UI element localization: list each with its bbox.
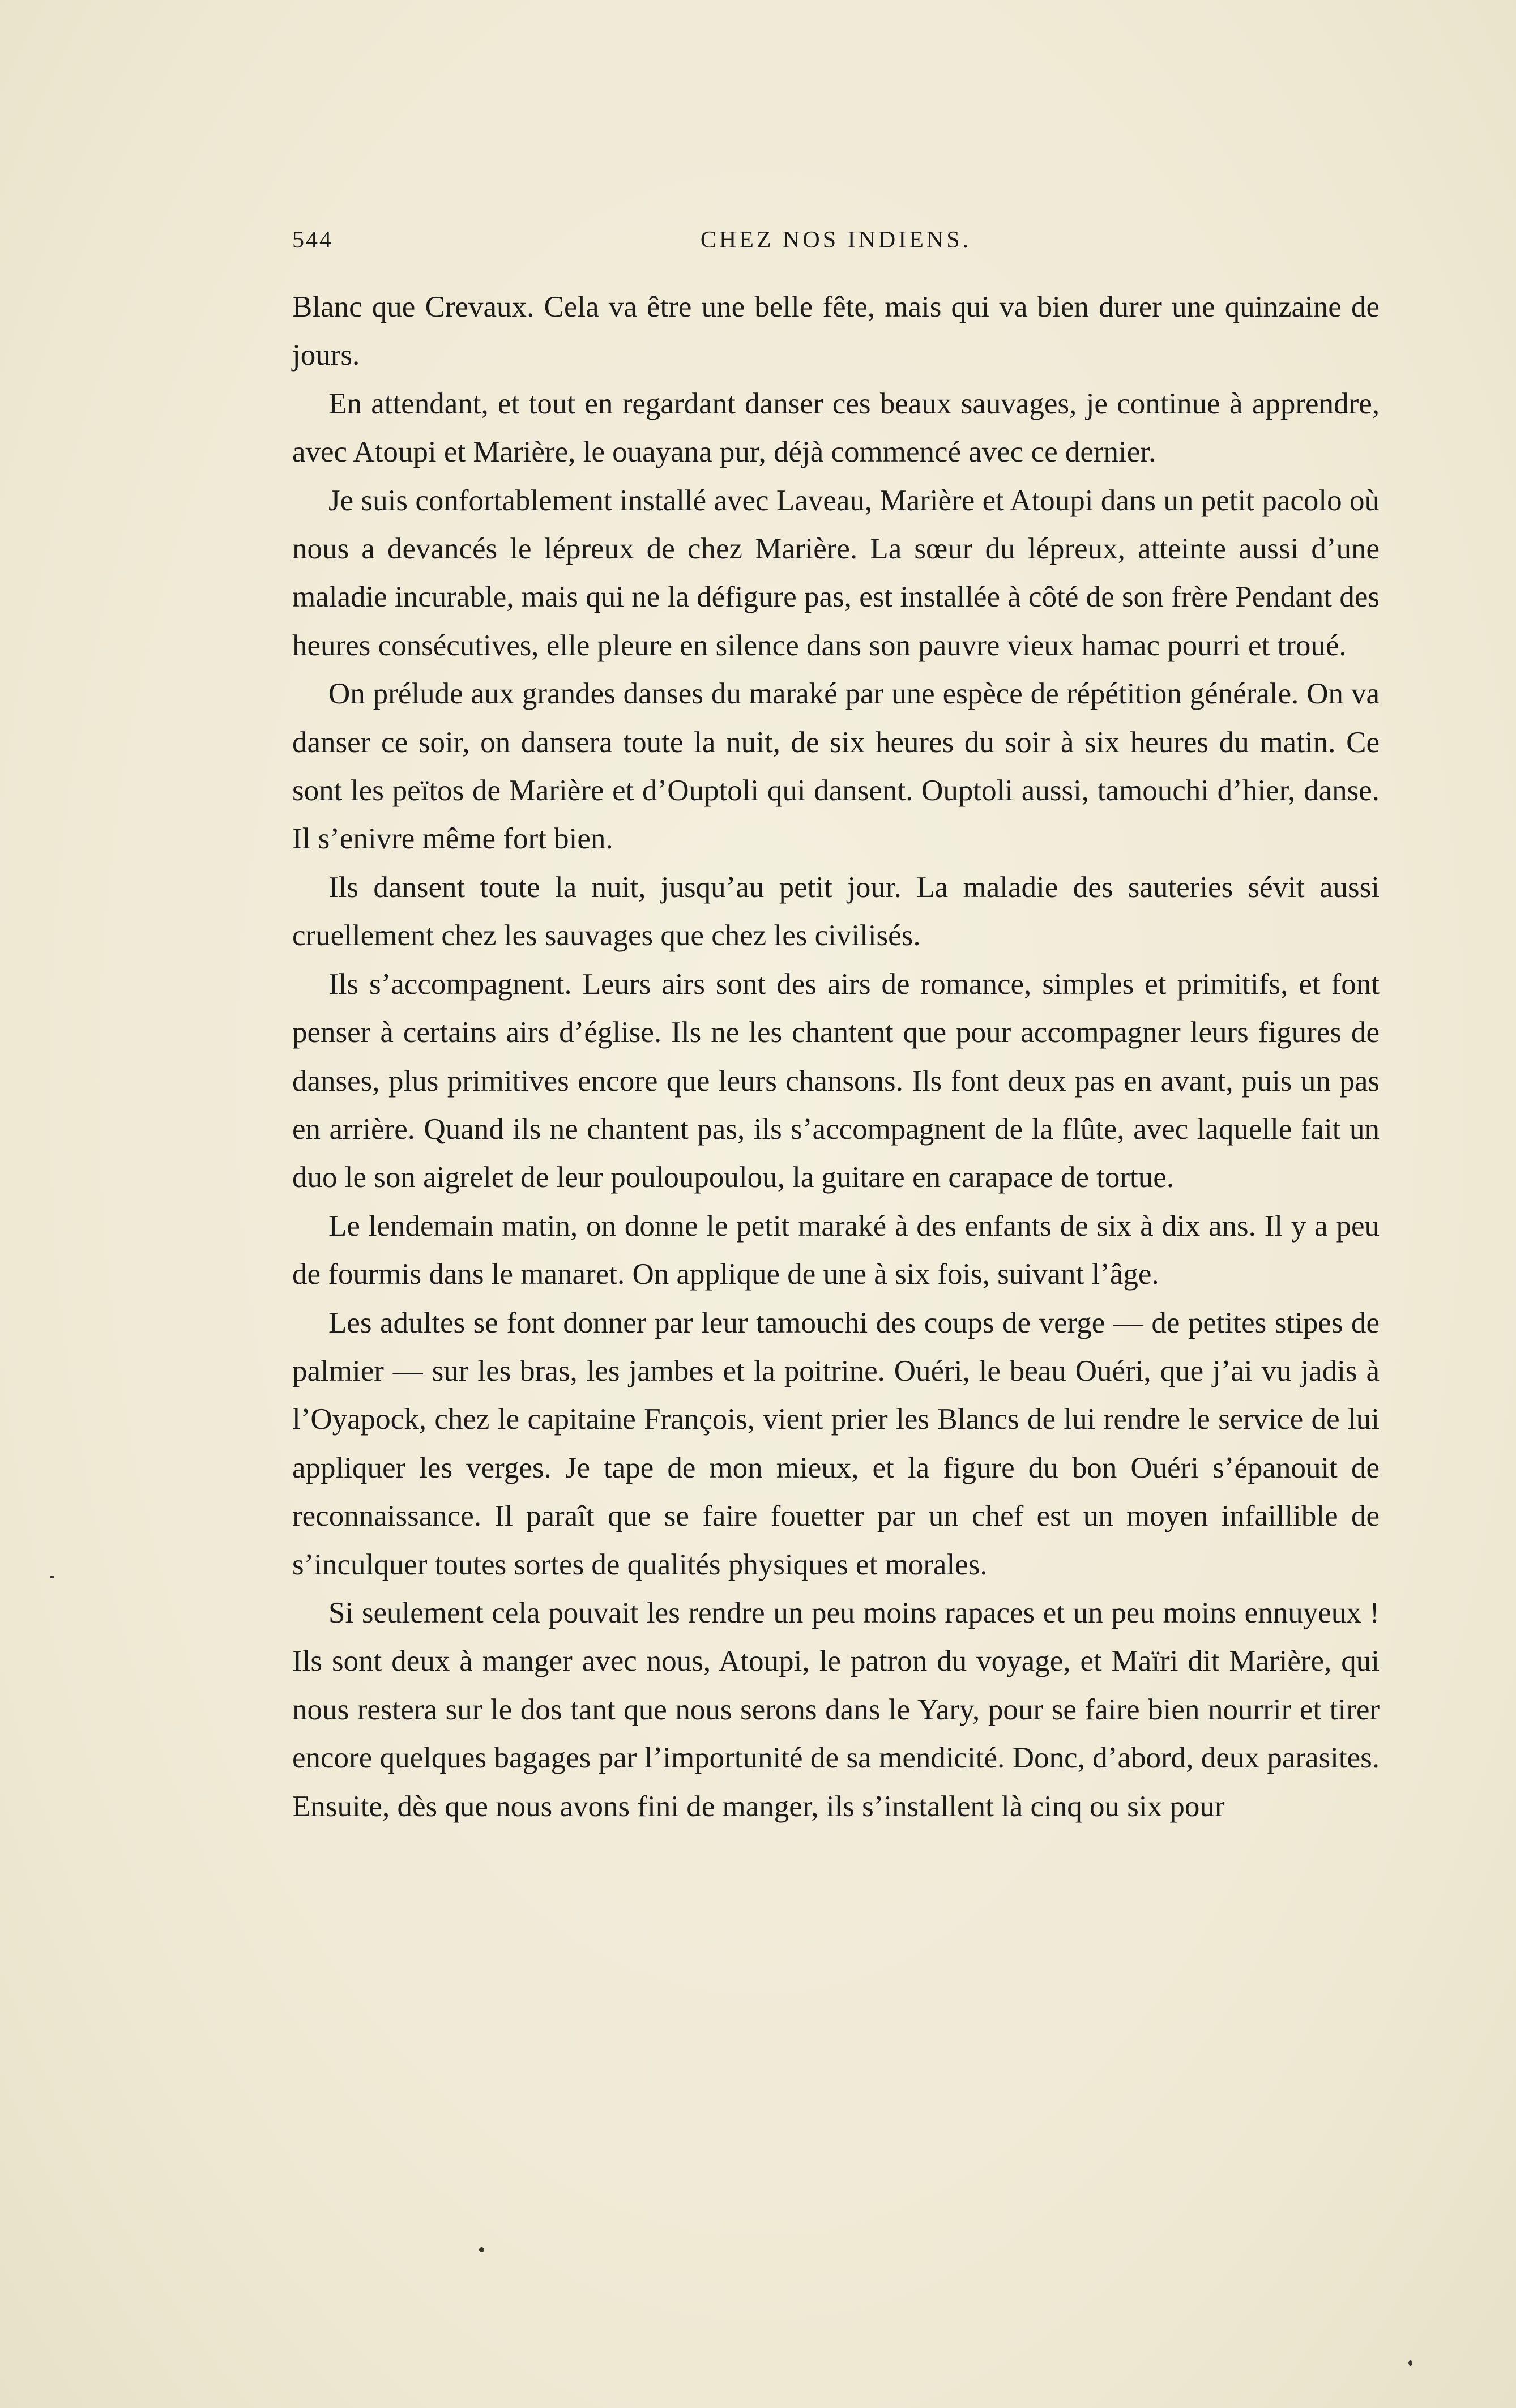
paragraph: On prélude aux grandes danses du maraké par une espèce de répétition générale. On va danser ce soir, on dansera toute la nuit, de six heures du soir à six heures du matin. Ce sont les peïtos de Marière et d’Ouptoli qui dansent. Ouptoli aussi, tamouchi d’hier, danse. Il s’enivre même fort bien. [292, 677, 1380, 856]
paragraph-continued: Blanc que Crevaux. Cela va être une belle fête, mais qui va bien durer une quinzaine de jours. [292, 291, 1380, 372]
paragraph-continues: Si seulement cela pouvait les rendre un peu moins rapaces et un peu moins ennuyeux ! Ils sont deux à manger avec nous, Atoupi, le patron du voyage, et Maïri dit Marière, qui nous restera sur le dos tant que nous serons dans le Yary, pour se faire bien nourrir et tirer encore quelques bagages par l’importunité de sa mendicité. Donc, d’abord, deux parasites. Ensuite, dès que nous avons fini de manger, ils s’installent là cinq ou six pour [292, 1596, 1380, 1823]
paragraph: Le lendemain matin, on donne le petit maraké à des enfants de six à dix ans. Il y a peu de fourmis dans le manaret. On applique de une à six fois, suivant l’âge. [292, 1209, 1380, 1291]
paragraph: Ils dansent toute la nuit, jusqu’au petit jour. La maladie des sauteries sévit aussi cruellement chez les sauvages que chez les civilisés. [292, 870, 1380, 953]
paragraph: Ils s’accompagnent. Leurs airs sont des airs de romance, simples et primitifs, et font penser à certains airs d’église. Ils ne les chantent que pour accompagner leurs figures de danses, plus primitives encore que leurs chansons. Ils font deux pas en avant, puis un pas en arrière. Quand ils ne chantent pas, ils s’accompagnent de la flûte, avec laquelle fait un duo le son aigrelet de leur pouloupoulou, la guitare en carapace de tortue. [292, 967, 1380, 1194]
running-title: CHEZ NOS INDIENS. [700, 227, 972, 253]
paragraph: En attendant, et tout en regardant danser ces beaux sauvages, je continue à apprendre, avec Atoupi et Marière, le ouayana pur, déjà commencé avec ce dernier. [292, 387, 1380, 469]
paragraph: Je suis confortablement installé avec Laveau, Marière et Atoupi dans un petit pacolo où nous a devancés le lépreux de chez Marière. La sœur du lépreux, atteinte aussi d’une maladie incurable, mais qui ne la défigure pas, est installée à côté de son frère Pendant des heures consécutives, elle pleure en silence dans son pauvre vieux hamac pourri et troué. [292, 484, 1380, 662]
page-number: 544 [292, 227, 333, 253]
print-speck [479, 2247, 484, 2252]
print-speck [50, 1576, 54, 1578]
paragraph: Les adultes se font donner par leur tamouchi des coups de verge — de petites stipes de palmier — sur les bras, les jambes et la poitrine. Ouéri, le beau Ouéri, que j’ai vu jadis à l’Oyapock, chez le capitaine François, vient prier les Blancs de lui rendre le service de lui appliquer les verges. Je tape de mon mieux, et la figure du bon Ouéri s’épanouit de reconnaissance. Il paraît que se faire fouetter par un chef est un moyen infaillible de s’inculquer toutes sortes de qualités physiques et morales. [292, 1306, 1380, 1581]
body-text [292, 283, 1380, 1831]
print-speck [1408, 2360, 1412, 2366]
page-header [292, 227, 1380, 261]
